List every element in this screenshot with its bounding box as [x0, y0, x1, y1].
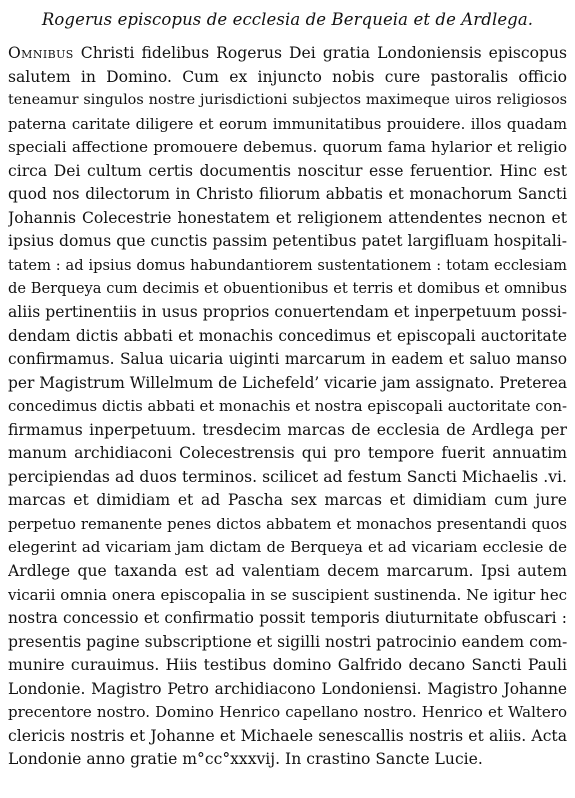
text-line: perpetuo remanente penes dictos abbatem et monachos presentandi quos — [8, 515, 567, 533]
text-line: dendam dictis abbati et monachis concedimus et episcopali auctoritate — [8, 326, 567, 345]
text-line: circa Dei cultum certis documentis noscitur esse feruentior. Hinc est — [8, 161, 567, 180]
text-line: salutem in Domino. Cum ex injuncto nobis cure pastoralis officio — [8, 67, 567, 86]
text-line: aliis pertinentiis in usus proprios conuertendam et inperpetuum possi- — [8, 303, 567, 322]
text-line: firmamus inperpetuum. tresdecim marcas de ecclesia de Ardlega per — [8, 420, 567, 439]
text-line: Londonie anno gratie m°cc°xxxvij. In crastino Sancte Lucie. — [8, 750, 483, 769]
text-line: marcas et dimidiam et ad Pascha sex marcas et dimidiam cum jure — [8, 491, 567, 510]
text-line: Johannis Colecestrie honestatem et religionem attendentes necnon et — [8, 208, 567, 227]
text-line: per Magistrum Willelmum de Lichefeld’ vicarie jam assignato. Preterea — [8, 373, 567, 392]
text-line: confirmamus. Salua uicaria uiginti marcarum in eadem et saluo manso — [8, 350, 567, 369]
initial-word: Omnibus — [8, 44, 74, 62]
text-line: tatem : ad ipsius domus habundantiorem sustentationem : totam ecclesiam — [8, 256, 567, 274]
text-line: de Berqueya cum decimis et obuentionibus et terris et domibus et omnibus — [8, 280, 567, 298]
text-line: paterna caritate diligere et eorum immunitatibus prouidere. illos quadam — [8, 115, 567, 133]
text-line: presentis pagine subscriptione et sigilli nostri patrocinio eandem com- — [8, 632, 567, 651]
text-line: manum archidiaconi Colecestrensis qui pro tempore fuerit annuatim — [8, 444, 567, 463]
text-line: Ardlege que taxanda est ad valentiam decem marcarum. Ipsi autem — [8, 562, 567, 581]
text-line: Londonie. Magistro Petro archidiacono Londoniensi. Magistro Johanne — [8, 679, 567, 698]
text-line: concedimus dictis abbati et monachis et nostra episcopali auctoritate con- — [8, 398, 567, 416]
text-line: elegerint ad vicariam jam dictam de Berqueya et ad vicariam ecclesie de — [8, 538, 567, 557]
document-title: Rogerus episcopus de ecclesia de Berqueia et de Ardlega. — [41, 10, 534, 29]
text-line: clericis nostris et Johanne et Michaele senescallis nostris et aliis. Acta — [8, 726, 567, 745]
text-line: vicarii omnia onera episcopalia in se suscipient sustinenda. Ne igitur hec — [8, 585, 567, 604]
text-line: speciali affectione promouere debemus. quorum fama hylarior et religio — [8, 138, 567, 157]
text-line: teneamur singulos nostre jurisdictioni subjectos maximeque uiros religiosos — [8, 92, 567, 109]
text-line: munire curauimus. Hiis testibus domino Galfrido decano Sancti Pauli — [8, 656, 567, 675]
charter-text — [8, 42, 567, 772]
text-line: precentore nostro. Domino Henrico capellano nostro. Henrico et Waltero — [8, 703, 567, 722]
text-line: quod nos dilectorum in Christo filiorum abbatis et monachorum Sancti — [8, 185, 567, 204]
text-line: nostra concessio et confirmatio possit temporis diuturnitate obfuscari : — [8, 609, 567, 628]
text-line: percipiendas ad duos terminos. scilicet ad festum Sancti Michaelis .vi. — [8, 467, 567, 486]
text-line — [8, 42, 567, 66]
first-line-rest: Christi fidelibus Rogerus Dei gratia Londoniensis episcopus — [73, 44, 567, 62]
text-line: ipsius domus que cunctis passim petentibus patet largifluam hospitali- — [8, 232, 567, 251]
